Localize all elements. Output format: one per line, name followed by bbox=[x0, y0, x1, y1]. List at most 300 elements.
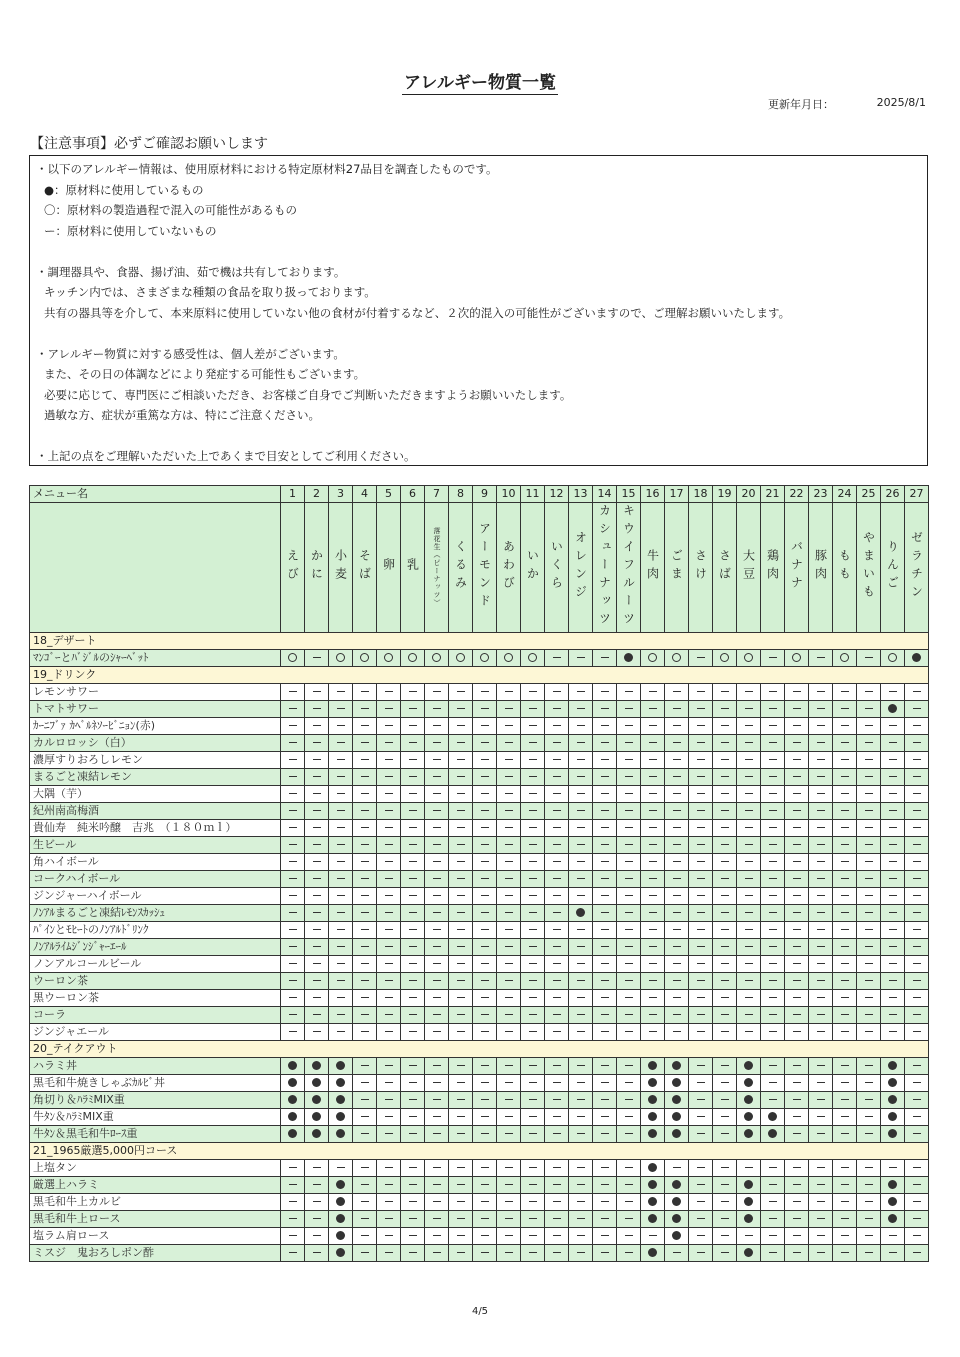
allergen-name-cell bbox=[545, 503, 569, 633]
menu-item-name: ﾏﾝｺﾞｰとﾊﾞｼﾞﾙのｼｬｰﾍﾞｯﾄ bbox=[30, 650, 281, 667]
none-mark bbox=[529, 708, 537, 709]
allergen-cell bbox=[569, 854, 593, 871]
allergen-cell bbox=[833, 718, 857, 735]
allergen-cell bbox=[761, 1160, 785, 1177]
none-mark bbox=[721, 1252, 729, 1253]
allergen-cell bbox=[281, 1092, 305, 1109]
none-mark bbox=[841, 997, 849, 998]
allergen-cell bbox=[617, 1245, 641, 1262]
contains-mark bbox=[648, 1248, 657, 1257]
none-mark bbox=[505, 895, 513, 896]
allergen-cell bbox=[809, 1160, 833, 1177]
none-mark bbox=[841, 691, 849, 692]
none-mark bbox=[577, 1031, 585, 1032]
allergen-name-cell bbox=[905, 503, 929, 633]
allergen-cell bbox=[281, 1194, 305, 1211]
none-mark bbox=[577, 878, 585, 879]
none-mark bbox=[409, 827, 417, 828]
menu-item-name: 貴仙寿 純米吟醸 吉兆 （１８０ｍｌ） bbox=[30, 820, 281, 837]
allergen-cell bbox=[473, 650, 497, 667]
allergen-cell bbox=[305, 854, 329, 871]
none-mark bbox=[289, 1167, 297, 1168]
allergen-cell bbox=[905, 786, 929, 803]
none-mark bbox=[913, 895, 921, 896]
allergen-cell bbox=[881, 786, 905, 803]
allergen-cell bbox=[569, 752, 593, 769]
allergen-cell bbox=[833, 1075, 857, 1092]
allergen-cell bbox=[713, 990, 737, 1007]
none-mark bbox=[529, 793, 537, 794]
allergen-cell bbox=[809, 718, 833, 735]
none-mark bbox=[361, 1031, 369, 1032]
allergen-cell bbox=[353, 684, 377, 701]
allergen-cell bbox=[281, 854, 305, 871]
allergen-cell bbox=[761, 684, 785, 701]
none-mark bbox=[505, 929, 513, 930]
none-mark bbox=[361, 691, 369, 692]
none-mark bbox=[625, 1167, 633, 1168]
allergen-cell bbox=[305, 1160, 329, 1177]
none-mark bbox=[697, 946, 705, 947]
contains-mark bbox=[336, 1129, 345, 1138]
allergen-cell bbox=[905, 1109, 929, 1126]
allergen-cell bbox=[521, 905, 545, 922]
allergen-cell bbox=[737, 650, 761, 667]
none-mark bbox=[649, 980, 657, 981]
allergen-cell bbox=[329, 871, 353, 888]
allergen-cell bbox=[569, 1024, 593, 1041]
allergen-cell bbox=[329, 837, 353, 854]
none-mark bbox=[841, 861, 849, 862]
allergen-cell bbox=[881, 650, 905, 667]
allergen-cell bbox=[521, 1007, 545, 1024]
contains-mark bbox=[624, 653, 633, 662]
allergen-name-cell bbox=[449, 503, 473, 633]
allergen-cell bbox=[449, 956, 473, 973]
allergen-cell bbox=[401, 1024, 425, 1041]
allergen-cell bbox=[305, 735, 329, 752]
none-mark bbox=[625, 844, 633, 845]
none-mark bbox=[577, 1116, 585, 1117]
allergen-cell bbox=[857, 990, 881, 1007]
none-mark bbox=[505, 912, 513, 913]
allergen-cell bbox=[857, 1160, 881, 1177]
none-mark bbox=[385, 742, 393, 743]
allergen-cell bbox=[305, 888, 329, 905]
none-mark bbox=[841, 1235, 849, 1236]
none-mark bbox=[385, 1201, 393, 1202]
allergen-cell bbox=[281, 1075, 305, 1092]
allergen-cell bbox=[857, 973, 881, 990]
none-mark bbox=[649, 844, 657, 845]
none-mark bbox=[361, 844, 369, 845]
allergen-cell bbox=[569, 1109, 593, 1126]
allergen-cell bbox=[305, 871, 329, 888]
none-mark bbox=[793, 793, 801, 794]
allergen-cell bbox=[761, 888, 785, 905]
contains-mark bbox=[888, 1214, 897, 1223]
none-mark bbox=[529, 895, 537, 896]
allergen-cell bbox=[761, 871, 785, 888]
none-mark bbox=[865, 946, 873, 947]
allergen-cell bbox=[521, 650, 545, 667]
allergen-cell bbox=[473, 1058, 497, 1075]
allergen-cell bbox=[593, 1177, 617, 1194]
notice-line: ・調理器具や、食器、揚げ油、茹で機は共有しております。 bbox=[36, 264, 346, 279]
none-mark bbox=[625, 1065, 633, 1066]
allergen-cell bbox=[401, 1092, 425, 1109]
allergen-cell bbox=[401, 1228, 425, 1245]
allergen-cell bbox=[497, 1211, 521, 1228]
none-mark bbox=[697, 1235, 705, 1236]
allergen-name: りんご bbox=[885, 539, 900, 594]
allergen-cell bbox=[761, 1007, 785, 1024]
allergen-cell bbox=[377, 1228, 401, 1245]
none-mark bbox=[601, 1184, 609, 1185]
none-mark bbox=[553, 691, 561, 692]
allergen-name-cell bbox=[857, 503, 881, 633]
allergen-cell bbox=[833, 888, 857, 905]
allergen-cell bbox=[569, 905, 593, 922]
allergen-cell bbox=[809, 684, 833, 701]
allergen-cell bbox=[329, 1177, 353, 1194]
allergen-name: もも bbox=[837, 548, 852, 585]
allergen-name: 牛肉 bbox=[645, 548, 660, 585]
allergen-cell bbox=[425, 752, 449, 769]
allergen-cell bbox=[497, 956, 521, 973]
none-mark bbox=[409, 1167, 417, 1168]
none-mark bbox=[841, 946, 849, 947]
allergen-cell bbox=[881, 1245, 905, 1262]
allergen-cell bbox=[737, 973, 761, 990]
allergen-cell bbox=[281, 922, 305, 939]
allergen-name-cell bbox=[305, 503, 329, 633]
allergen-cell bbox=[905, 1075, 929, 1092]
none-mark bbox=[457, 776, 465, 777]
category-label: 18_デザート bbox=[30, 633, 929, 650]
none-mark bbox=[457, 912, 465, 913]
allergen-cell bbox=[785, 769, 809, 786]
none-mark bbox=[457, 861, 465, 862]
allergen-cell bbox=[689, 1194, 713, 1211]
none-mark bbox=[745, 929, 753, 930]
allergen-number: 4 bbox=[353, 486, 377, 503]
none-mark bbox=[553, 776, 561, 777]
none-mark bbox=[385, 793, 393, 794]
allergen-cell bbox=[425, 735, 449, 752]
none-mark bbox=[409, 1201, 417, 1202]
allergen-cell bbox=[713, 973, 737, 990]
allergen-cell bbox=[305, 1245, 329, 1262]
allergen-cell bbox=[881, 990, 905, 1007]
contains-mark bbox=[648, 1061, 657, 1070]
none-mark bbox=[817, 793, 825, 794]
allergen-cell bbox=[737, 837, 761, 854]
none-mark bbox=[601, 1167, 609, 1168]
contains-mark bbox=[912, 653, 921, 662]
none-mark bbox=[529, 759, 537, 760]
none-mark bbox=[481, 691, 489, 692]
none-mark bbox=[529, 1065, 537, 1066]
none-mark bbox=[625, 878, 633, 879]
none-mark bbox=[841, 895, 849, 896]
allergen-cell bbox=[497, 684, 521, 701]
none-mark bbox=[361, 776, 369, 777]
none-mark bbox=[337, 1031, 345, 1032]
none-mark bbox=[625, 810, 633, 811]
allergen-cell bbox=[305, 1211, 329, 1228]
allergen-cell bbox=[473, 1177, 497, 1194]
allergen-cell bbox=[857, 956, 881, 973]
allergen-cell bbox=[761, 820, 785, 837]
none-mark bbox=[913, 980, 921, 981]
none-mark bbox=[529, 1031, 537, 1032]
allergen-cell bbox=[833, 1058, 857, 1075]
allergen-cell bbox=[857, 1126, 881, 1143]
none-mark bbox=[481, 1235, 489, 1236]
allergen-cell bbox=[593, 837, 617, 854]
allergen-cell bbox=[857, 1177, 881, 1194]
allergen-cell bbox=[665, 939, 689, 956]
none-mark bbox=[817, 1167, 825, 1168]
none-mark bbox=[865, 1235, 873, 1236]
header-row-numbers bbox=[30, 486, 929, 503]
none-mark bbox=[865, 810, 873, 811]
none-mark bbox=[721, 895, 729, 896]
allergen-cell bbox=[521, 939, 545, 956]
allergen-cell bbox=[377, 888, 401, 905]
allergen-cell bbox=[665, 1177, 689, 1194]
allergen-cell bbox=[377, 837, 401, 854]
allergen-cell bbox=[521, 769, 545, 786]
table-row bbox=[30, 1177, 929, 1194]
allergen-cell bbox=[473, 1007, 497, 1024]
allergen-cell bbox=[833, 803, 857, 820]
allergen-cell bbox=[761, 1177, 785, 1194]
allergen-cell bbox=[881, 1177, 905, 1194]
allergen-name: 鶏肉 bbox=[765, 548, 780, 585]
none-mark bbox=[505, 810, 513, 811]
none-mark bbox=[745, 878, 753, 879]
none-mark bbox=[841, 759, 849, 760]
allergen-cell bbox=[329, 1092, 353, 1109]
none-mark bbox=[721, 861, 729, 862]
allergen-cell bbox=[305, 1109, 329, 1126]
allergen-cell bbox=[881, 956, 905, 973]
menu-item-name: ｶｰﾆﾌﾞｧ ｶﾍﾞﾙﾈｿｰﾋﾞﾆｮﾝ(赤) bbox=[30, 718, 281, 735]
allergen-cell bbox=[545, 752, 569, 769]
allergen-cell bbox=[377, 735, 401, 752]
allergen-cell bbox=[641, 769, 665, 786]
none-mark bbox=[433, 759, 441, 760]
none-mark bbox=[409, 1133, 417, 1134]
none-mark bbox=[697, 1014, 705, 1015]
allergen-cell bbox=[617, 752, 641, 769]
none-mark bbox=[721, 827, 729, 828]
allergen-cell bbox=[761, 650, 785, 667]
allergen-name-cell bbox=[401, 503, 425, 633]
allergen-cell bbox=[617, 888, 641, 905]
allergen-cell bbox=[593, 973, 617, 990]
allergen-name: アーモンド bbox=[477, 521, 492, 612]
none-mark bbox=[721, 929, 729, 930]
allergen-cell bbox=[569, 1058, 593, 1075]
none-mark bbox=[841, 1099, 849, 1100]
allergen-cell bbox=[905, 803, 929, 820]
none-mark bbox=[817, 725, 825, 726]
none-mark bbox=[577, 844, 585, 845]
none-mark bbox=[529, 878, 537, 879]
none-mark bbox=[625, 997, 633, 998]
allergen-cell bbox=[449, 1109, 473, 1126]
none-mark bbox=[313, 776, 321, 777]
allergen-cell bbox=[377, 1245, 401, 1262]
menu-item-name: 黒ウーロン茶 bbox=[30, 990, 281, 1007]
menu-item-name: ﾉﾝｱﾙﾗｲﾑｼﾞﾝｼﾞｬｰｴｰﾙ bbox=[30, 939, 281, 956]
none-mark bbox=[673, 827, 681, 828]
allergen-cell bbox=[905, 735, 929, 752]
allergen-cell bbox=[737, 871, 761, 888]
allergen-cell bbox=[473, 854, 497, 871]
menu-item-name: ノンアルコールビール bbox=[30, 956, 281, 973]
allergen-cell bbox=[713, 735, 737, 752]
none-mark bbox=[577, 827, 585, 828]
none-mark bbox=[481, 1065, 489, 1066]
allergen-name-cell bbox=[617, 503, 641, 633]
none-mark bbox=[745, 759, 753, 760]
none-mark bbox=[577, 793, 585, 794]
allergen-cell bbox=[593, 871, 617, 888]
allergen-cell bbox=[857, 939, 881, 956]
none-mark bbox=[457, 980, 465, 981]
allergen-cell bbox=[377, 922, 401, 939]
allergen-cell bbox=[497, 1177, 521, 1194]
allergen-cell bbox=[401, 1245, 425, 1262]
none-mark bbox=[313, 980, 321, 981]
allergen-cell bbox=[809, 1126, 833, 1143]
allergen-cell bbox=[473, 837, 497, 854]
table-row bbox=[30, 786, 929, 803]
allergen-cell bbox=[449, 990, 473, 1007]
allergen-cell bbox=[617, 1092, 641, 1109]
allergen-cell bbox=[857, 854, 881, 871]
none-mark bbox=[361, 963, 369, 964]
none-mark bbox=[913, 878, 921, 879]
contains-mark bbox=[672, 1078, 681, 1087]
none-mark bbox=[889, 980, 897, 981]
none-mark bbox=[385, 1252, 393, 1253]
allergen-number: 14 bbox=[593, 486, 617, 503]
none-mark bbox=[625, 895, 633, 896]
allergen-cell bbox=[737, 769, 761, 786]
allergen-cell bbox=[689, 871, 713, 888]
none-mark bbox=[697, 1218, 705, 1219]
allergen-cell bbox=[785, 1075, 809, 1092]
allergen-cell bbox=[713, 752, 737, 769]
allergen-cell bbox=[329, 973, 353, 990]
menu-item-name: 濃厚すりおろしレモン bbox=[30, 752, 281, 769]
allergen-cell bbox=[353, 905, 377, 922]
none-mark bbox=[793, 912, 801, 913]
contains-mark bbox=[576, 908, 585, 917]
allergen-cell bbox=[689, 939, 713, 956]
none-mark bbox=[745, 912, 753, 913]
none-mark bbox=[817, 691, 825, 692]
allergen-number: 18 bbox=[689, 486, 713, 503]
none-mark bbox=[457, 810, 465, 811]
none-mark bbox=[601, 1099, 609, 1100]
contains-mark bbox=[336, 1095, 345, 1104]
none-mark bbox=[361, 1167, 369, 1168]
none-mark bbox=[433, 1099, 441, 1100]
none-mark bbox=[361, 1184, 369, 1185]
allergen-cell bbox=[377, 939, 401, 956]
menu-item-name: 上塩タン bbox=[30, 1160, 281, 1177]
allergen-cell bbox=[833, 871, 857, 888]
none-mark bbox=[481, 1252, 489, 1253]
none-mark bbox=[409, 691, 417, 692]
allergen-cell bbox=[281, 990, 305, 1007]
none-mark bbox=[649, 963, 657, 964]
none-mark bbox=[385, 1116, 393, 1117]
allergen-cell bbox=[857, 1075, 881, 1092]
category-row bbox=[30, 633, 929, 650]
none-mark bbox=[385, 997, 393, 998]
table-row bbox=[30, 1007, 929, 1024]
allergen-cell bbox=[761, 769, 785, 786]
allergen-cell bbox=[857, 1211, 881, 1228]
none-mark bbox=[457, 1082, 465, 1083]
allergen-cell bbox=[737, 684, 761, 701]
allergen-cell bbox=[617, 1024, 641, 1041]
none-mark bbox=[553, 742, 561, 743]
allergen-cell bbox=[377, 956, 401, 973]
allergen-cell bbox=[545, 1228, 569, 1245]
allergen-name: さば bbox=[717, 548, 732, 585]
none-mark bbox=[313, 946, 321, 947]
allergen-cell bbox=[905, 718, 929, 735]
none-mark bbox=[793, 1099, 801, 1100]
none-mark bbox=[913, 1099, 921, 1100]
allergen-cell bbox=[281, 1109, 305, 1126]
none-mark bbox=[361, 1201, 369, 1202]
allergen-cell bbox=[785, 1228, 809, 1245]
none-mark bbox=[793, 895, 801, 896]
allergen-cell bbox=[593, 1211, 617, 1228]
none-mark bbox=[721, 708, 729, 709]
contains-mark bbox=[672, 1095, 681, 1104]
none-mark bbox=[505, 1184, 513, 1185]
allergen-name: 落花生（ピーナッツ） bbox=[433, 526, 441, 607]
allergen-name: 小麦 bbox=[333, 548, 348, 585]
none-mark bbox=[625, 1201, 633, 1202]
allergen-cell bbox=[665, 854, 689, 871]
none-mark bbox=[817, 1031, 825, 1032]
none-mark bbox=[793, 759, 801, 760]
none-mark bbox=[649, 810, 657, 811]
allergen-cell bbox=[473, 1245, 497, 1262]
contains-mark bbox=[312, 1078, 321, 1087]
none-mark bbox=[913, 844, 921, 845]
allergen-cell bbox=[497, 786, 521, 803]
allergen-cell bbox=[665, 990, 689, 1007]
none-mark bbox=[457, 963, 465, 964]
none-mark bbox=[721, 1201, 729, 1202]
allergen-name-cell bbox=[737, 503, 761, 633]
table-row bbox=[30, 650, 929, 667]
allergen-cell bbox=[473, 718, 497, 735]
none-mark bbox=[841, 793, 849, 794]
